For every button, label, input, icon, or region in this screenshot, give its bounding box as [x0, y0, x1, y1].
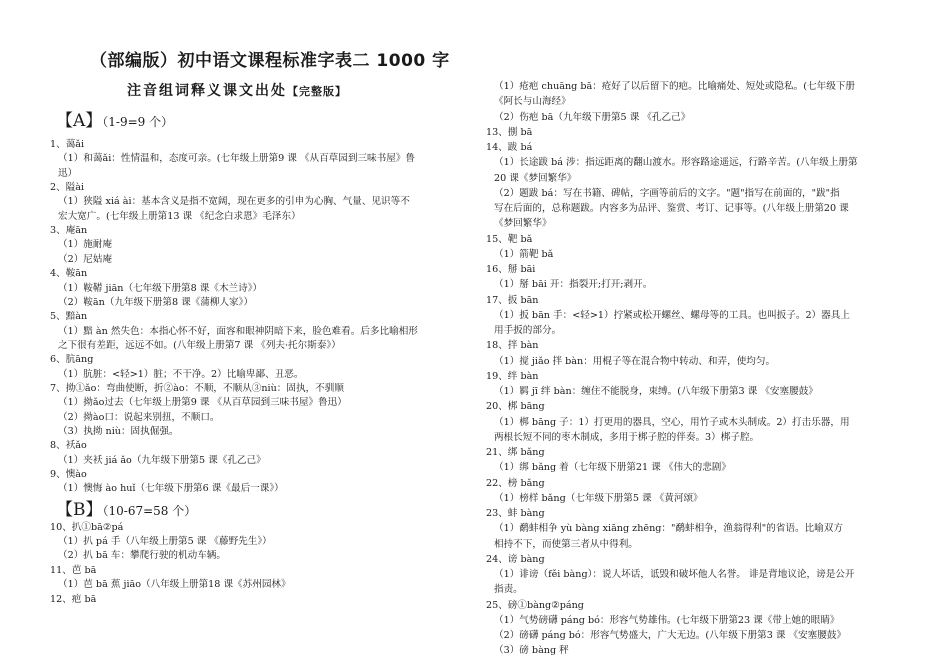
entry-line: （1）搅 jiǎo 拌 bàn：用棍子等在混合物中转动、和弄，使均匀。 — [494, 355, 776, 367]
subtitle-text: 注音组词释义课文出处 — [127, 83, 287, 99]
entry-line: （2）伤疤 bā（九年级下册第5 课 《孔乙己》 — [494, 111, 691, 123]
entry-heading: 18、拌 bàn — [486, 340, 539, 352]
entry-line: 《梦回繁华》 — [494, 218, 552, 230]
entry-line: （1）施耐庵 — [58, 239, 113, 251]
entry-heading: 1、蔼ǎi — [50, 139, 85, 150]
entry-line: （1）拗ǎo过去（七年级上册第9 课 《从百草园到三味书屋》鲁迅） — [58, 397, 347, 409]
section-b-bracket: 【B】 — [56, 500, 103, 520]
entry-line: （1）扳 bān 手：<轻>1）拧紧或松开螺丝、螺母等的工具。也叫扳子。2）器具上 — [494, 309, 850, 321]
entry-heading: 4、鞍ān — [50, 268, 88, 280]
entry-heading: 3、庵ān — [50, 225, 88, 237]
entry-line: （1）狭隘 xiá ài：基本含义是指不宽阔，现在更多的引申为心胸、气量、见识等不 — [58, 196, 410, 208]
entry-line: （1）和蔼ǎi：性情温和，态度可亲。(七年级上册第9 课 《从百草园到三味书屋》鲁 — [58, 153, 416, 165]
entry-heading: 25、磅①bàng②páng — [486, 599, 584, 611]
entry-heading: 10、扒①bā②pá — [50, 521, 124, 533]
entry-line: （1）肮脏：<轻>1）脏；不干净。2）比喻卑鄙、丑恶。 — [58, 368, 304, 380]
entry-line: 写在后面的，总称题跋。内容多为品评、鉴赏、考订、记事等。(八年级上册第20 课 — [494, 203, 849, 214]
entry-line: （1）掰 bāi 开：指裂开;打开;剥开。 — [494, 279, 653, 291]
entry-line: （1）长途跋 bá 涉：指远距离的翻山渡水。形容路途遥远，行路辛苦。(八年级上册第 — [494, 157, 858, 169]
entry-heading: 19、绊 bàn — [486, 370, 539, 382]
section-a-count: （1-9=9 个） — [102, 115, 174, 129]
entry-line: 迅） — [58, 167, 78, 179]
section-a-bracket: 【A】 — [56, 111, 103, 131]
document-subtitle — [127, 80, 347, 100]
entry-heading: 16、掰 bāi — [486, 264, 536, 275]
entry-line: （1）芭 bā 蕉 jiāo（八年级上册第18 课《苏州园林》 — [58, 579, 291, 591]
entry-line: 之下很有差距，远远不如。(八年级上册第7 课 《列夫·托尔斯泰》） — [58, 339, 341, 351]
entry-line: （1）箭靶 bǎ — [494, 248, 554, 260]
entry-heading: 11、芭 bā — [50, 564, 97, 576]
section-b-count: （10-67=58 个） — [102, 504, 197, 518]
entry-line: （1）诽谤（fěi bàng）：说人坏话，诋毁和破坏他人名誉。 诽是背地议论，谤是公开 — [494, 569, 855, 580]
section-a-heading — [56, 106, 173, 131]
entry-heading: 13、捌 bā — [486, 126, 533, 138]
entry-line: 《阿长与山海经》 — [494, 96, 571, 108]
entry-line: 宏大宽广。(七年级上册第13 课 《纪念白求恩》毛泽东） — [58, 210, 301, 222]
entry-line: 两根长短不同的枣木制成，多用于梆子腔的伴奏。3）梆子腔。 — [494, 431, 760, 443]
entry-line: （1）黯 àn 然失色：本指心怀不好，面容和眼神阴暗下来，脸色难看。后多比喻相形 — [58, 325, 418, 337]
entry-line: （1）气势磅礴 páng bó：形容气势雄伟。(七年级下册第23 课《带上她的眼睛》 — [494, 614, 840, 626]
entry-heading: 23、蚌 bàng — [486, 508, 545, 519]
entry-line: （1）鹬蚌相争 yù bàng xiāng zhēng："鹬蚌相争，渔翁得利"的省语。比喻双方 — [494, 523, 843, 535]
entry-heading: 9、懊ào — [50, 469, 87, 481]
entry-line: （1）懊悔 ào huǐ（七年级下册第6 课《最后一课》） — [58, 483, 284, 495]
entry-heading: 15、靶 bǎ — [486, 233, 533, 245]
entry-line: （2）题跋 bá：写在书籍、碑帖，字画等前后的文字。"题"指写在前面的，"跋"指 — [494, 187, 840, 199]
entry-line: （1）夹袄 jiá ǎo（九年级下册第5 课《孔乙己》 — [58, 454, 266, 466]
entry-heading: 2、隘ài — [50, 182, 85, 194]
entry-line: （3）磅 bàng 秤 — [494, 645, 569, 657]
entry-heading: 20、梆 bāng — [486, 401, 545, 413]
entry-heading: 12、疤 bā — [50, 593, 97, 605]
entry-heading: 24、谤 bàng — [486, 553, 545, 565]
entry-line: （1）梆 bāng 子：1）打更用的器具，空心，用竹子或木头制成。2）打击乐器，用 — [494, 416, 850, 428]
entry-heading: 17、扳 bān — [486, 294, 539, 306]
entry-line: （1）绑 bǎng 着（七年级下册第21 课 《伟大的悲剧》 — [494, 462, 731, 474]
subtitle-tag: 【完整版】 — [287, 85, 347, 98]
entry-heading: 22、榜 bǎng — [486, 477, 545, 489]
entry-line: 用手扳的部分。 — [494, 325, 562, 336]
entry-line: （2）尼姑庵 — [58, 253, 113, 265]
entry-line: （1）羁 jī 绊 bàn：缠住不能脱身，束缚。(八年级下册第3 课 《安塞腰鼓》 — [494, 386, 818, 397]
entry-heading: 6、肮āng — [50, 354, 94, 366]
entry-line: （2）鞍ān（九年级下册第8 课《蒲柳人家》） — [58, 296, 254, 308]
entry-line: （1）疮疤 chuāng bā：疮好了以后留下的疤。比喻痛处、短处或隐私。(七年级下册 — [494, 81, 855, 92]
entry-line: （2）扒 bā 车：攀爬行驶的机动车辆。 — [58, 550, 226, 562]
entry-line: （2）磅礴 páng bó：形容气势盛大，广大无边。(八年级下册第3 课 《安塞腰鼓》 — [494, 630, 847, 641]
entry-line: 相持不下，而使第三者从中得利。 — [494, 538, 638, 550]
entry-line: （1）榜样 bǎng（七年级下册第5 课 《黄河颂》 — [494, 492, 703, 504]
document-title: （部编版）初中语文课程标准字表二 1000 字 — [90, 51, 450, 71]
entry-heading: 8、袄ǎo — [50, 440, 87, 452]
entry-line: （2）拗ào口：说起来别扭，不顺口。 — [58, 411, 220, 423]
entry-line: （1）扒 pá 手（八年级上册第5 课 《藤野先生》） — [58, 536, 272, 548]
section-b-heading — [56, 495, 196, 520]
entry-heading: 7、拗①ǎo：弯曲使断，折②ào：不顺，不顺从③niù：固执，不驯顺 — [50, 382, 344, 394]
entry-line: （3）执拗 niù：固执倔强。 — [58, 426, 179, 437]
entry-heading: 5、黯àn — [50, 311, 88, 323]
entry-line: 20 课《梦回繁华》 — [494, 172, 577, 184]
entry-heading: 21、绑 bǎng — [486, 447, 545, 458]
entry-line: 指责。 — [494, 584, 523, 596]
entry-heading: 14、跋 bá — [486, 142, 533, 153]
entry-line: （1）鞍鞯 jiān（七年级下册第8 课《木兰诗》） — [58, 282, 263, 294]
